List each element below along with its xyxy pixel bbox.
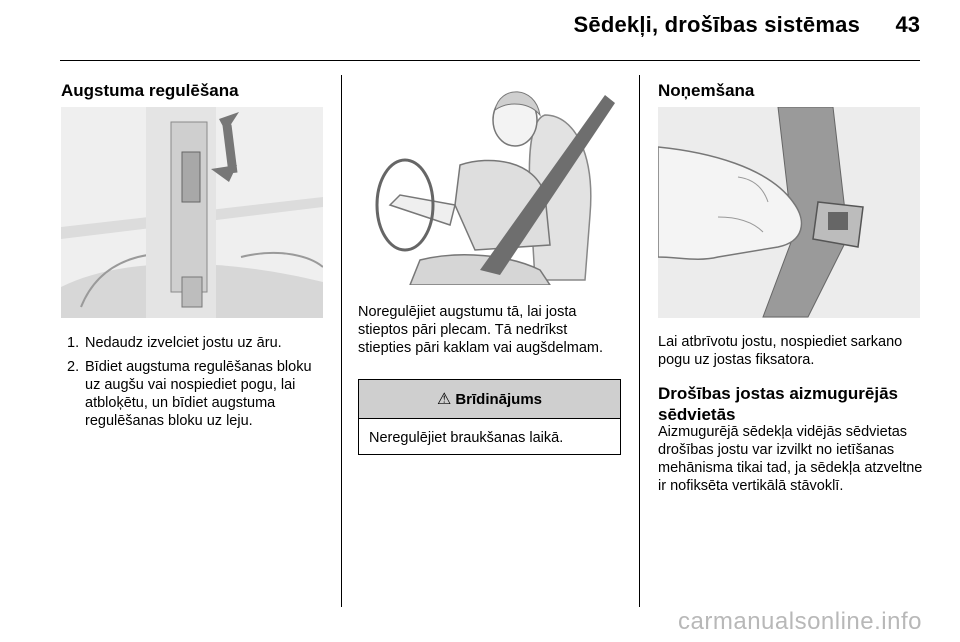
illustration-buckle-release [658, 107, 920, 318]
paragraph-release-instructions: Lai atbrīvotu jostu, nospiediet sarkano pogu uz jostas fiksatora. [658, 334, 903, 368]
section-heading-removal: Noņemšana [658, 81, 755, 100]
header-rule [60, 60, 920, 61]
warning-text: Neregulējiet braukšanas laikā. [369, 430, 564, 446]
section-heading-height-adjust: Augstuma regulēšana [61, 81, 239, 100]
list-item [61, 358, 323, 430]
step-number: 2. [67, 359, 80, 375]
step-number: 1. [67, 335, 80, 351]
step-text: Nedaudz izvelciet jostu uz āru. [85, 335, 282, 351]
step-text: Bīdiet augstuma regulēšanas bloku uz augšu vai nospiediet pogu, lai atbloķētu, un bīdiet augstuma regulēšanas bloku uz leju. [85, 359, 312, 429]
warning-title: Brīdinājums [455, 390, 543, 408]
column-divider-left [341, 75, 342, 607]
page-header-title: Sēdekļi, drošības sistēmas [573, 12, 860, 37]
warning-box [358, 379, 621, 455]
illustration-belt-height-adjuster [61, 107, 323, 318]
warning-header [359, 380, 620, 419]
column-divider-right [639, 75, 640, 607]
list-item [61, 334, 323, 352]
illustration-driver-belt-position [360, 75, 622, 285]
warning-triangle-icon: ⚠ [436, 391, 452, 408]
watermark: carmanualsonline.info [678, 608, 922, 635]
height-adjust-steps [61, 334, 323, 436]
paragraph-rear-center-belt: Aizmugurējā sēdekļa vidējās sēdvietas drošības jostu var izvilkt no ietīšanas mehānisma tikai tad, ja sēdekļa atzveltne ir nofiksēta vertikālā stāvoklī. [658, 424, 923, 494]
paragraph-belt-fit: Noregulējiet augstumu tā, lai josta stieptos pāri plecam. Tā nedrīkst stiepties pāri kaklam vai augšdelmam. [358, 304, 603, 356]
section-heading-rear-seat-belts: Drošības jostas aizmugurējās sēdvietās [658, 384, 898, 424]
page-number: 43 [895, 12, 920, 37]
